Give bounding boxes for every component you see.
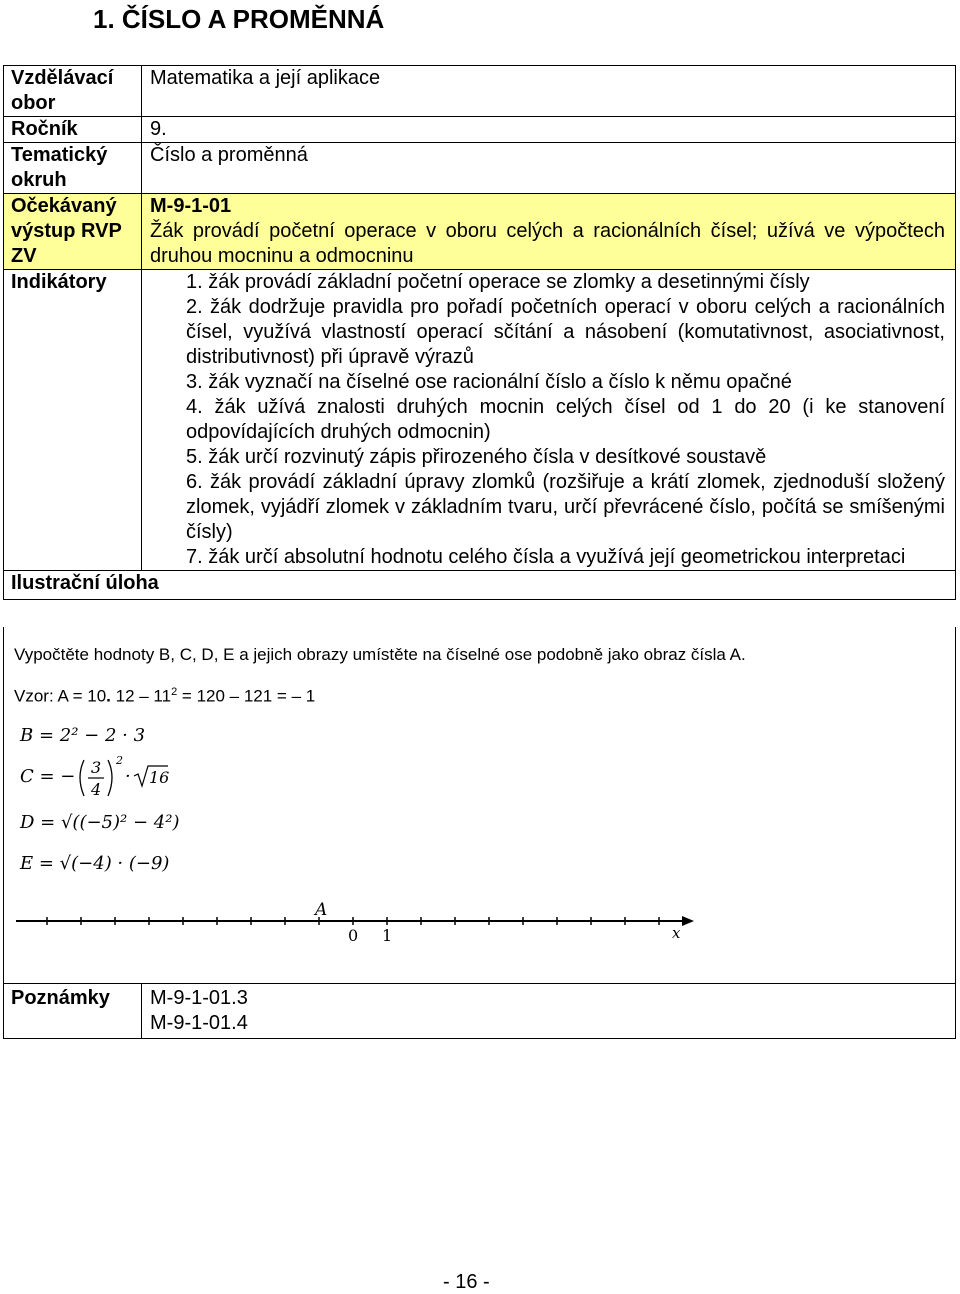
table-row	[4, 194, 956, 270]
formula-c-lhs: C = −	[20, 766, 76, 787]
obor-label: Vzdělávací obor	[4, 66, 142, 117]
formula-b: B = 2² − 2 · 3	[20, 725, 146, 746]
table-row	[4, 66, 956, 117]
obor-value: Matematika a její aplikace	[142, 66, 956, 117]
formula-c-den: 4	[91, 780, 102, 799]
list-item: 5. žák určí rozvinutý zápis přirozeného čísla v desítkové soustavě	[186, 446, 767, 468]
notes-line: M-9-1-01.4	[150, 1012, 248, 1034]
vystup-code: M-9-1-01	[150, 195, 232, 217]
uloha-label: Ilustrační úloha	[4, 571, 956, 600]
vzor-exp: 2	[171, 686, 178, 698]
list-item: 2. žák dodržuje pravidla pro pořadí početních operací v oboru celých a racionálních čísel, využívá vlastností operací sčítání a násobení (komutativnost, asociativnost, distributivnost) při úpravě výrazů	[186, 296, 945, 368]
axis-arrow	[682, 916, 694, 926]
formula-d: D = √((−5)² − 4²)	[20, 812, 180, 833]
rocnik-label: Ročník	[4, 117, 142, 143]
list-item: 3. žák vyznačí na číselné ose racionální číslo a číslo k němu opačné	[186, 371, 792, 393]
formula-c-root: 16	[149, 768, 170, 787]
number-line	[10, 893, 710, 948]
page-number: - 16 -	[443, 1271, 490, 1293]
formula-c-pow: 2	[116, 754, 123, 767]
notes-value	[142, 984, 956, 1039]
list-item: 7. žák určí absolutní hodnotu celého čísla a využívá její geometrickou interpretaci	[186, 546, 906, 568]
table-row	[4, 571, 956, 600]
paren-right	[108, 760, 112, 796]
indicator-list	[150, 270, 945, 570]
axis-tick-1: 1	[382, 926, 393, 945]
task-instruction: Vypočtěte hodnoty B, C, D, E a jejich obrazy umístěte na číselné ose podobně jako obraz čísla A.	[14, 645, 746, 664]
table-row	[4, 984, 956, 1039]
formula-e: E = √(−4) · (−9)	[20, 853, 170, 874]
axis-var-label: x	[672, 924, 681, 942]
vystup-label: Očekávaný výstup RVP ZV	[4, 194, 142, 270]
list-item: 6. žák provádí základní úpravy zlomků (rozšiřuje a krátí zlomek, zjednoduší složený zlomek, vyjádří zlomek v základním tvaru, určí převrácené číslo, počítá se smíšenými čísly)	[186, 471, 945, 543]
okruh-label: Tematický okruh	[4, 143, 142, 194]
metadata-table	[3, 65, 956, 600]
notes-line: M-9-1-01.3	[150, 987, 248, 1009]
indikatory-label: Indikátory	[4, 270, 142, 571]
rocnik-value: 9.	[142, 117, 956, 143]
table-row	[4, 117, 956, 143]
notes-label: Poznámky	[4, 984, 142, 1039]
vzor-dot: .	[106, 686, 111, 706]
table-row	[4, 270, 956, 571]
task-example	[14, 686, 315, 707]
list-item: 4. žák užívá znalosti druhých mocnin celých čísel od 1 do 20 (i ke stanovení odpovídajících druhých odmocnin)	[186, 396, 945, 443]
vzor-rest: = 120 – 121 = – 1	[177, 686, 316, 706]
vystup-value	[142, 194, 956, 270]
dot-operator: ·	[125, 766, 131, 787]
axis-tick-0: 0	[348, 926, 359, 945]
paren-left	[80, 760, 84, 796]
axis-point-label: A	[315, 900, 328, 920]
notes-table	[3, 983, 956, 1039]
vzor-mid: 12 – 11	[110, 686, 172, 706]
formula-c-num: 3	[91, 758, 102, 777]
formula-c	[20, 752, 180, 807]
page-title: 1. ČÍSLO A PROMĚNNÁ	[93, 4, 385, 34]
indikatory-value	[142, 270, 956, 571]
vzor-prefix: Vzor: A = 10	[14, 686, 107, 706]
list-item: 1. žák provádí základní početní operace se zlomky a desetinnými čísly	[186, 271, 810, 293]
okruh-value: Číslo a proměnná	[142, 143, 956, 194]
vystup-text: Žák provádí početní operace v oboru celých a racionálních čísel; užívá ve výpočtech druhou mocninu a odmocninu	[150, 220, 945, 267]
table-row	[4, 143, 956, 194]
formula-c-svg	[20, 752, 180, 802]
